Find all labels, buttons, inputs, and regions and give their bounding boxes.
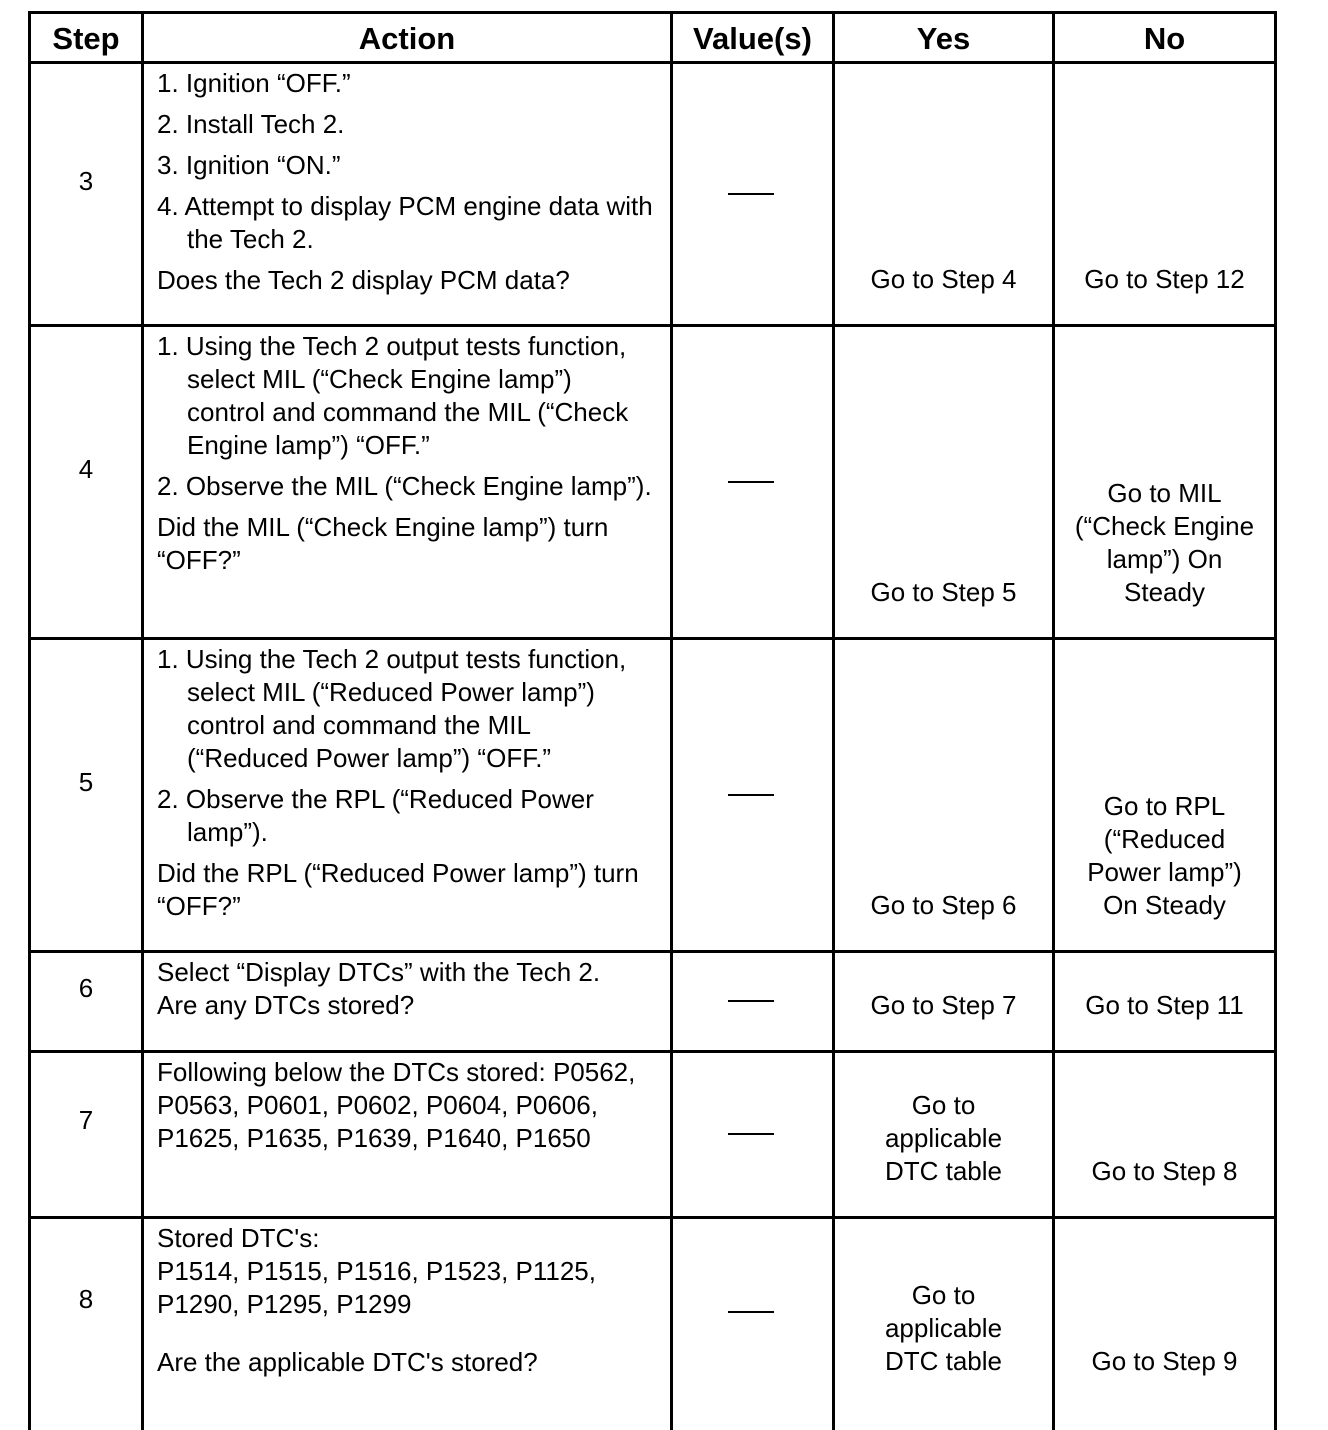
action-cell [157,956,657,1022]
yes-cell: Go to Step 7 [870,990,1017,1020]
row-divider [28,324,1277,327]
header-yes: Yes [916,21,971,56]
action-cell [157,1222,647,1379]
no-cell: Go to Step 9 [1091,1346,1238,1376]
row-divider [28,1050,1277,1053]
action-question: Are the applicable DTC's stored? [157,1347,538,1377]
action-line: 1. Using the Tech 2 output tests function, select MIL (“Reduced Power lamp”) control and command the MIL (“Reduced Power lamp”) “OFF.” [157,644,627,773]
step-number: 6 [78,973,94,1003]
action-line: 4. Attempt to display PCM engine data with the Tech 2. [157,191,653,254]
action-cell [157,67,657,297]
action-line: 2. Observe the MIL (“Check Engine lamp”). [157,471,652,501]
action-question: Does the Tech 2 display PCM data? [157,265,570,295]
row-divider [28,1216,1277,1219]
row-divider [28,950,1277,953]
action-line: 2. Observe the RPL (“Reduced Power lamp”). [157,784,594,847]
no-cell: Go to Step 12 [1084,264,1245,294]
header-action: Action [358,21,456,56]
action-cell [157,330,657,577]
action-cell [157,1056,647,1155]
action-line: Following below the DTCs stored: P0562, P0563, P0601, P0602, P0604, P0606, P1625, P1635, P1639, P1640, P1650 [157,1057,636,1153]
value-dash [728,794,774,796]
action-line: 3. Ignition “ON.” [157,150,341,180]
action-line: 1. Using the Tech 2 output tests function, select MIL (“Check Engine lamp”) control and command the MIL (“Check Engine lamp”) “OFF.” [157,331,629,460]
header-values: Value(s) [693,21,812,56]
action-cell [157,643,657,923]
value-dash [728,1311,774,1313]
no-cell: Go to RPL (“Reduced Power lamp”) On Steady [1087,791,1242,920]
step-number: 3 [78,166,94,196]
diagnostic-table [28,11,1277,1430]
no-cell: Go to Step 8 [1091,1156,1238,1186]
no-cell: Go to MIL (“Check Engine lamp”) On Steady [1074,478,1255,607]
header-step: Step [52,21,120,56]
action-line: 1. Ignition “OFF.” [157,68,351,98]
value-dash [728,1000,774,1002]
value-dash [728,193,774,195]
header-no: No [1143,21,1186,56]
yes-cell: Go to Step 4 [870,264,1017,294]
step-number: 5 [78,767,94,797]
yes-cell: Go to applicable DTC table [884,1280,1003,1376]
action-question: Did the RPL (“Reduced Power lamp”) turn “OFF?” [157,858,639,921]
row-divider [28,637,1277,640]
step-number: 8 [78,1284,94,1314]
step-number: 7 [78,1105,94,1135]
action-line: P1514, P1515, P1516, P1523, P1125, P1290, P1295, P1299 [157,1256,596,1319]
yes-cell: Go to Step 5 [870,577,1017,607]
step-number: 4 [78,454,94,484]
action-question: Did the MIL (“Check Engine lamp”) turn “OFF?” [157,512,609,575]
value-dash [728,1133,774,1135]
action-question: Are any DTCs stored? [157,990,415,1020]
action-line: 2. Install Tech 2. [157,109,345,139]
action-line: Stored DTC's: [157,1223,320,1253]
yes-cell: Go to applicable DTC table [884,1090,1003,1186]
yes-cell: Go to Step 6 [870,890,1017,920]
value-dash [728,481,774,483]
no-cell: Go to Step 11 [1085,990,1244,1020]
action-line: Select “Display DTCs” with the Tech 2. [157,957,601,987]
